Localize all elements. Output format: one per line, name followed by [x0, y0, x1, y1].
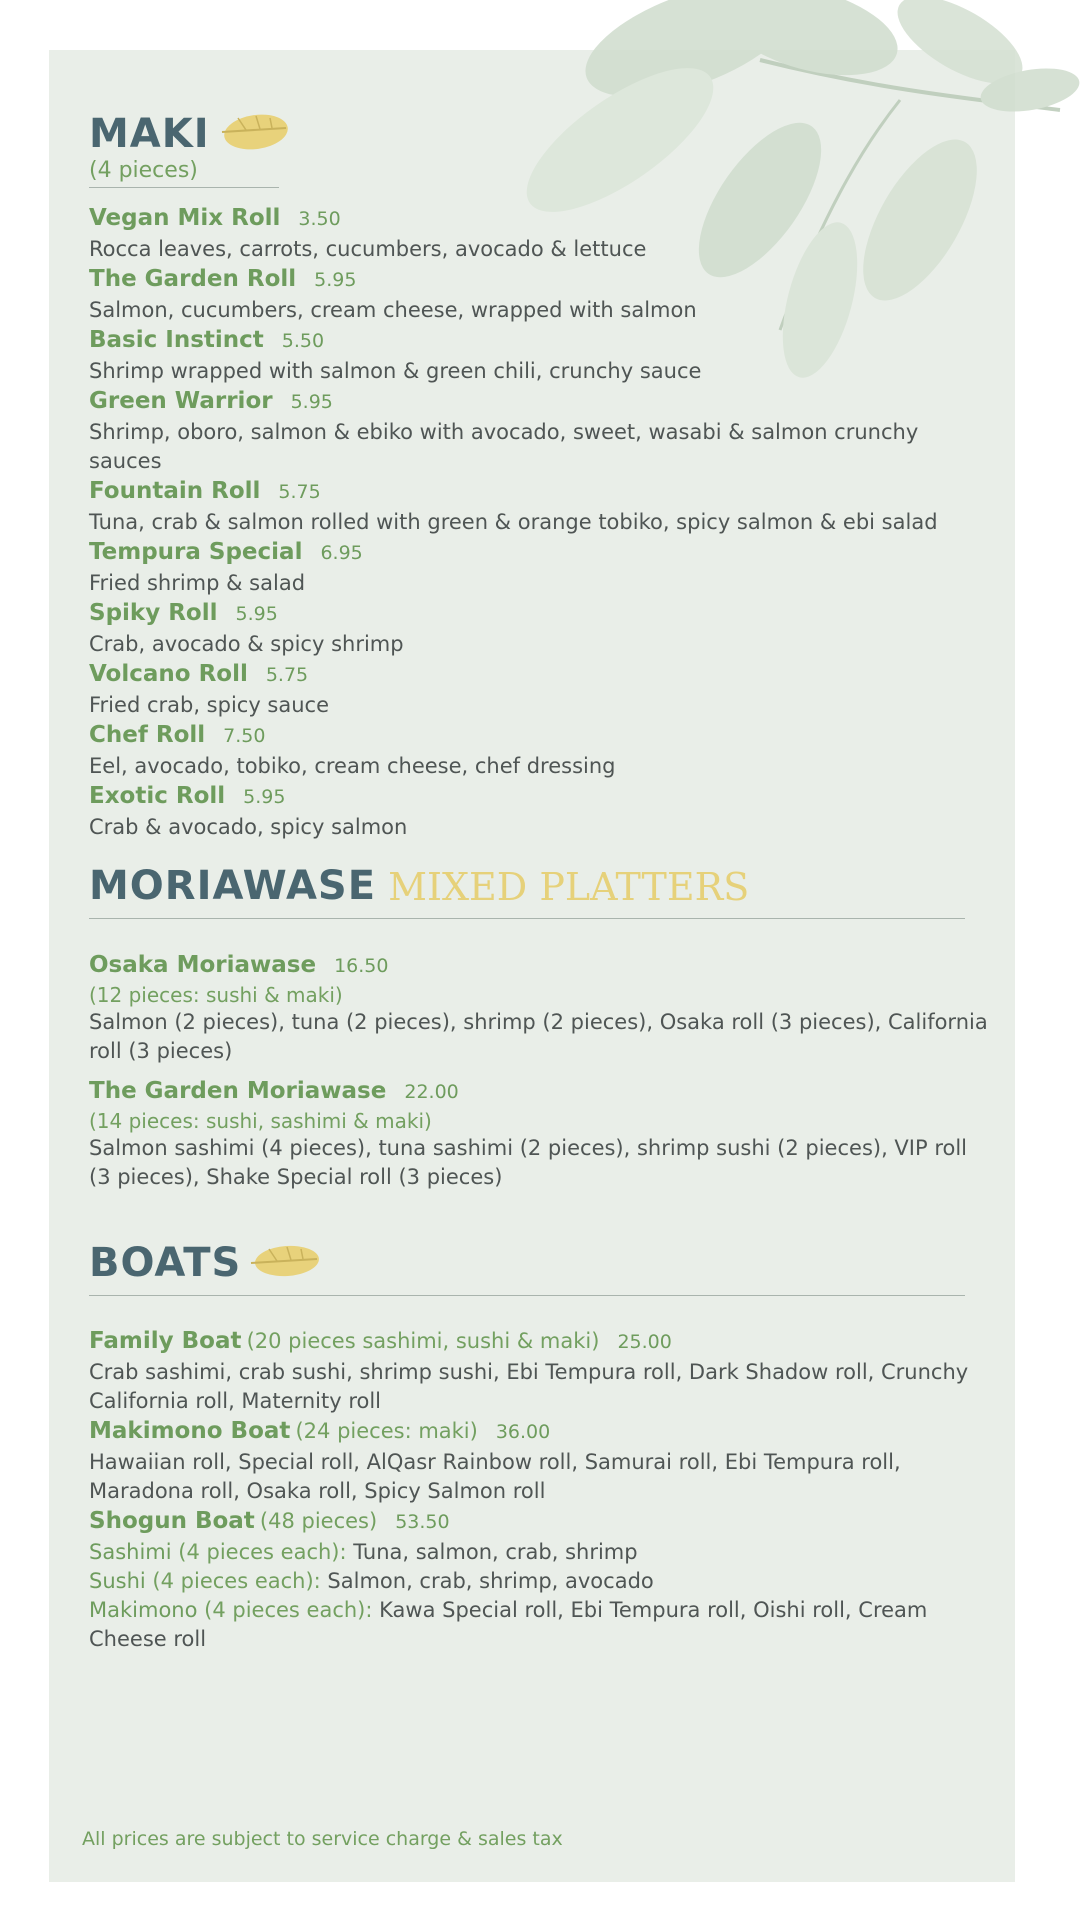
- moriawase-accent-title: MIXED PLATTERS: [388, 865, 750, 909]
- leaf-icon: [247, 1237, 321, 1283]
- list-item: Vegan Mix Roll 3.50 Rocca leaves, carrots, cucumbers, avocado & lettuce: [89, 205, 647, 261]
- boats-list: [89, 1326, 989, 1654]
- shogun-line: Sushi (4 pieces each): Salmon, crab, shrimp, avocado: [89, 1569, 654, 1593]
- moriawase-list: [89, 950, 989, 1202]
- list-item: Green Warrior 5.95 Shrimp, oboro, salmon & ebiko with avocado, sweet, wasabi & salmon crunchy sauces: [89, 388, 919, 473]
- list-item: Fountain Roll 5.75 Tuna, crab & salmon rolled with green & orange tobiko, spicy salmon & ebi salad: [89, 478, 938, 534]
- list-item: The Garden Moriawase 22.00 (14 pieces: sushi, sashimi & maki) Salmon sashimi (4 pieces), tuna sashimi (2 pieces), shrimp sushi (2 pieces), VIP roll (3 pieces), Shake Special roll (3 pieces): [89, 1078, 968, 1189]
- moriawase-section: [89, 863, 965, 919]
- boats-rule: [89, 1295, 965, 1296]
- list-item: Chef Roll 7.50 Eel, avocado, tobiko, cream cheese, chef dressing: [89, 722, 616, 778]
- list-item: Makimono Boat (24 pieces: maki) 36.00 Hawaiian roll, Special roll, AlQasr Rainbow roll, Samurai roll, Ebi Tempura roll, Maradona roll, Osaka roll, Spicy Salmon roll: [89, 1418, 901, 1503]
- leaf-icon: [216, 108, 290, 154]
- list-item: Shogun Boat (48 pieces) 53.50 Sashimi (4 pieces each): Tuna, salmon, crab, shrimp Sushi (4 pieces each): Salmon, crab, shrimp, avocado Makimono (4 pieces each): Kawa Special roll, Ebi Tempura roll, Oishi roll, Cream Cheese roll: [89, 1506, 989, 1654]
- list-item: Volcano Roll 5.75 Fried crab, spicy sauce: [89, 661, 330, 717]
- list-item: Spiky Roll 5.95 Crab, avocado & spicy shrimp: [89, 600, 404, 656]
- boats-title: BOATS: [89, 1240, 242, 1286]
- maki-rule: [89, 187, 279, 188]
- boats-section: [89, 1237, 965, 1296]
- list-item: Basic Instinct 5.50 Shrimp wrapped with salmon & green chili, crunchy sauce: [89, 327, 702, 383]
- maki-list: [89, 203, 989, 842]
- list-item: The Garden Roll 5.95 Salmon, cucumbers, cream cheese, wrapped with salmon: [89, 266, 697, 322]
- list-item: Family Boat (20 pieces sashimi, sushi & maki) 25.00 Crab sashimi, crab sushi, shrimp sushi, Ebi Tempura roll, Dark Shadow roll, Crunchy California roll, Maternity roll: [89, 1328, 969, 1413]
- list-item: Osaka Moriawase 16.50 (12 pieces: sushi & maki) Salmon (2 pieces), tuna (2 pieces), shrimp (2 pieces), Osaka roll (3 pieces), California roll (3 pieces): [89, 952, 988, 1063]
- maki-section: [89, 108, 290, 188]
- shogun-line: Makimono (4 pieces each): Kawa Special roll, Ebi Tempura roll, Oishi roll, Cream Cheese roll: [89, 1598, 928, 1651]
- shogun-line: Sashimi (4 pieces each): Tuna, salmon, crab, shrimp: [89, 1540, 638, 1564]
- list-item: Tempura Special 6.95 Fried shrimp & salad: [89, 539, 363, 595]
- list-item: Exotic Roll 5.95 Crab & avocado, spicy salmon: [89, 783, 408, 839]
- moriawase-rule: [89, 918, 965, 919]
- moriawase-title: MORIAWASE: [89, 863, 377, 909]
- maki-title: MAKI: [89, 111, 210, 157]
- footer-note: All prices are subject to service charge & sales tax: [82, 1828, 563, 1850]
- maki-subtitle: (4 pieces): [89, 158, 198, 183]
